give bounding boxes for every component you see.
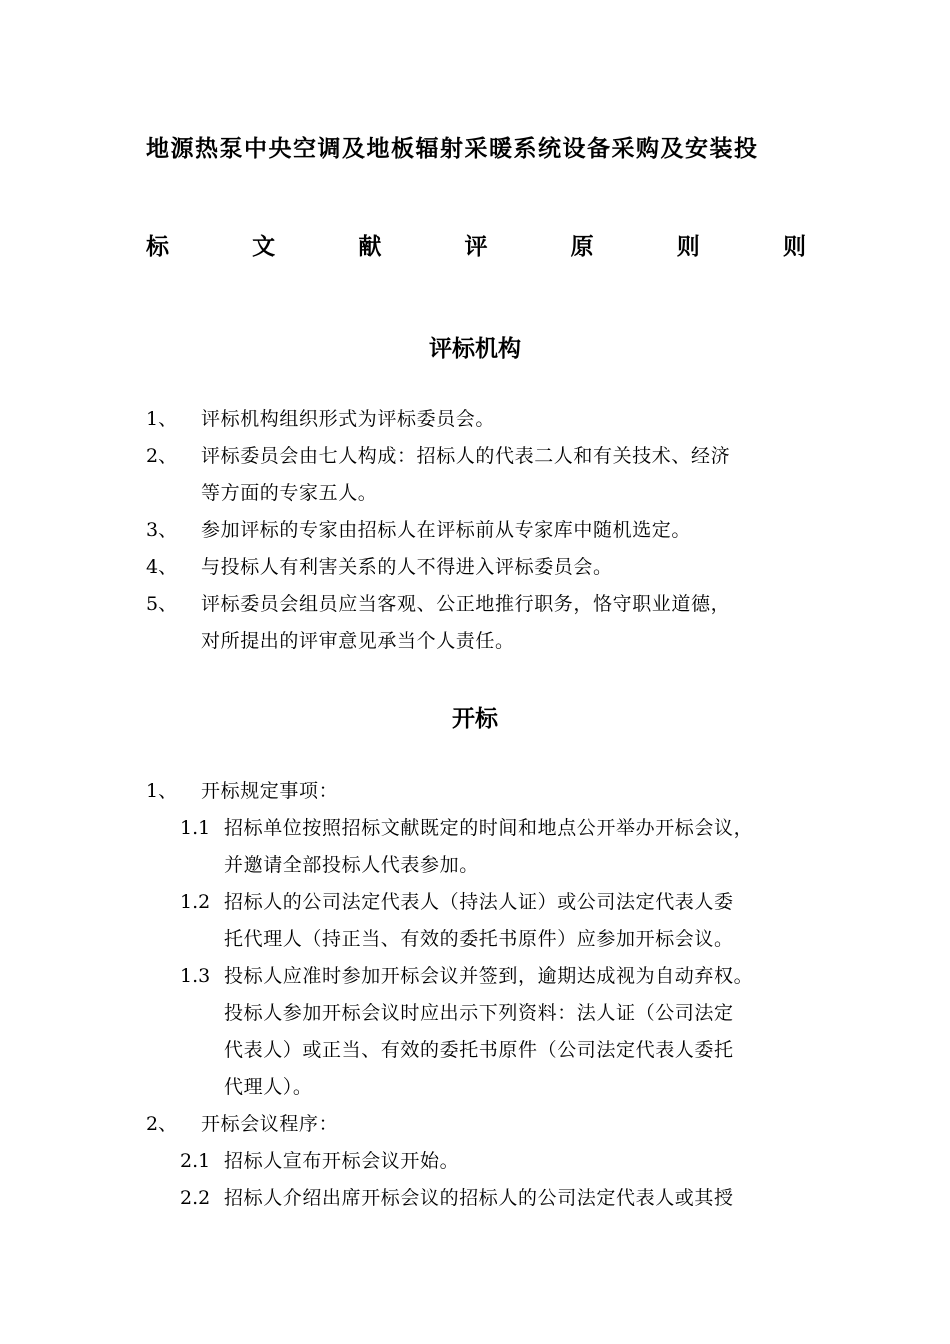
list-item-text: 参加评标的专家由招标人在评标前从专家库中随机选定。: [201, 519, 692, 541]
sub-item-text: 招标单位按照招标文献既定的时间和地点公开举办开标会议，: [224, 817, 754, 839]
list-item-number: 1、: [146, 408, 178, 430]
sub-item-number: 2.1: [180, 1150, 211, 1172]
sub-item-text: 招标人介绍出席开标会议的招标人的公司法定代表人或其授: [224, 1187, 734, 1209]
sub-item-text-continued: 代理人）。: [224, 1076, 313, 1098]
sub-item-text-continued: 代表人）或正当、有效的委托书原件（公司法定代表人委托: [224, 1039, 734, 1061]
document-title-line1: 地源热泵中央空调及地板辐射采暖系统设备采购及安装投: [146, 135, 759, 162]
section-heading-bid-opening: 开标: [452, 705, 498, 732]
section-heading-evaluation-body: 评标机构: [429, 335, 521, 362]
title-char: 标: [146, 233, 169, 260]
list-item-number: 3、: [146, 519, 178, 541]
list-item-text-continued: 对所提出的评审意见承当个人责任。: [201, 630, 515, 652]
list-item-text: 与投标人有利害关系的人不得进入评标委员会。: [201, 556, 613, 578]
list-item-number: 5、: [146, 593, 178, 615]
title-char: 原: [570, 233, 594, 260]
title-char: 则: [782, 233, 806, 260]
title-char: 则: [676, 233, 700, 260]
list-item-text: 评标委员会组员应当客观、公正地推行职务，恪守职业道德，: [201, 593, 731, 615]
sub-item-number: 1.2: [180, 891, 211, 913]
list-item-number: 2、: [146, 445, 178, 467]
sub-item-text-continued: 并邀请全部投标人代表参加。: [224, 854, 479, 876]
list-item-text: 评标委员会由七人构成：招标人的代表二人和有关技术、经济: [201, 445, 731, 467]
title-char: 献: [358, 233, 382, 260]
title-char: 评: [464, 233, 488, 260]
document-title-line2: [146, 228, 806, 261]
list-item-text: 开标规定事项：: [201, 780, 339, 802]
sub-item-text: 招标人宣布开标会议开始。: [224, 1150, 460, 1172]
sub-item-number: 2.2: [180, 1187, 211, 1209]
list-item-text-continued: 等方面的专家五人。: [201, 482, 378, 504]
list-item-number: 2、: [146, 1113, 178, 1135]
list-item-number: 4、: [146, 556, 178, 578]
title-char: 文: [252, 233, 276, 260]
sub-item-number: 1.3: [180, 965, 211, 987]
sub-item-number: 1.1: [180, 817, 211, 839]
sub-item-text-continued: 投标人参加开标会议时应出示下列资料：法人证（公司法定: [224, 1002, 734, 1024]
list-item-text: 开标会议程序：: [201, 1113, 339, 1135]
list-item-number: 1、: [146, 780, 178, 802]
sub-item-text: 招标人的公司法定代表人（持法人证）或公司法定代表人委: [224, 891, 734, 913]
sub-item-text: 投标人应准时参加开标会议并签到，逾期达成视为自动弃权。: [224, 965, 754, 987]
list-item-text: 评标机构组织形式为评标委员会。: [201, 408, 496, 430]
sub-item-text-continued: 托代理人（持正当、有效的委托书原件）应参加开标会议。: [224, 928, 734, 950]
